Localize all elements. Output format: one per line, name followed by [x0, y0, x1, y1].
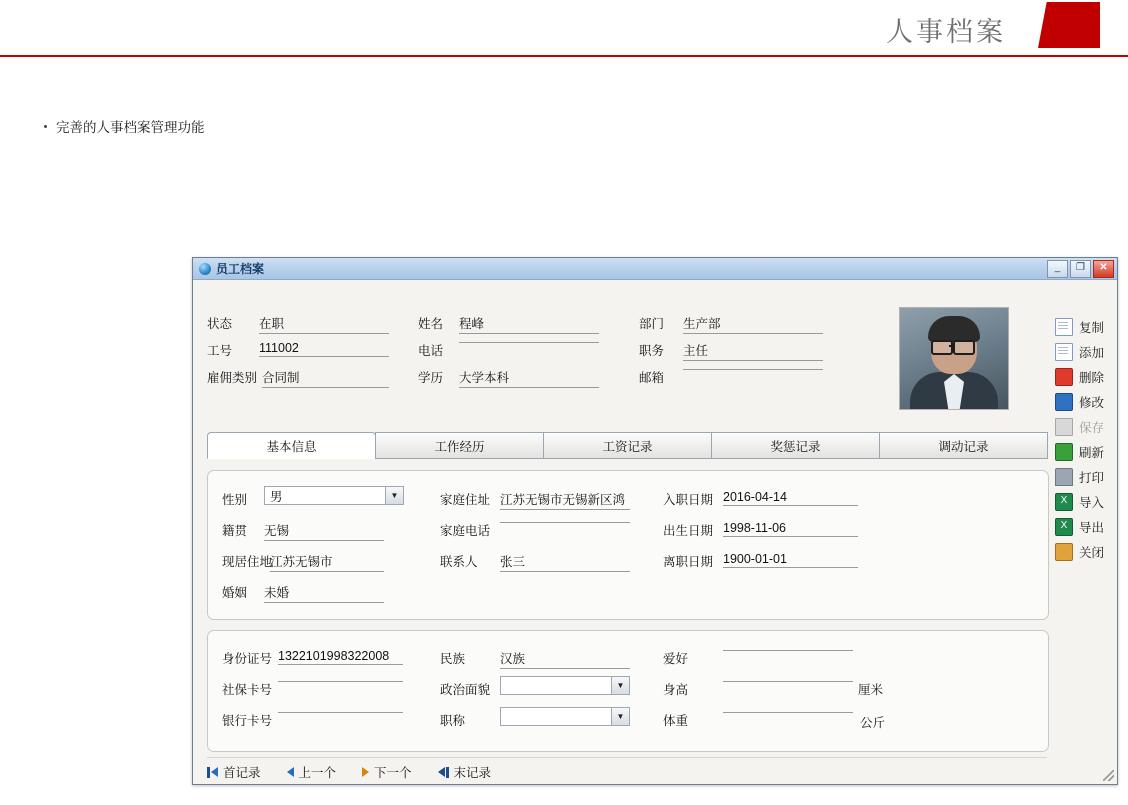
label-birth-date: 出生日期 [663, 524, 714, 538]
import-button[interactable] [1055, 489, 1113, 514]
tab-basic-info[interactable]: 基本信息 [207, 432, 376, 459]
tab-salary-records[interactable]: 工资记录 [543, 432, 712, 459]
export-icon: X [1055, 518, 1073, 536]
header-divider [0, 55, 1128, 57]
bullet-item [44, 116, 205, 136]
add-button[interactable] [1055, 339, 1113, 364]
print-label: 打印 [1079, 470, 1105, 485]
bullet-dot-icon [44, 125, 47, 128]
leave-date-value[interactable]: 1900-01-01 [723, 552, 858, 568]
label-weight: 体重 [663, 714, 689, 728]
height-unit: 厘米 [858, 683, 884, 697]
chevron-down-icon[interactable]: ▼ [385, 487, 403, 504]
chevron-down-icon[interactable]: ▼ [611, 708, 629, 725]
copy-icon [1055, 318, 1073, 336]
field-label-phone: 电话 [418, 344, 444, 358]
field-label-employee-no: 工号 [207, 344, 233, 358]
save-icon [1055, 418, 1073, 436]
field-label-name: 姓名 [418, 317, 444, 331]
current-residence-value[interactable]: 江苏无锡市 [270, 552, 384, 572]
bank-card-value[interactable] [278, 711, 403, 713]
previous-record-button[interactable] [287, 763, 337, 781]
edit-button[interactable] [1055, 389, 1113, 414]
gender-combo[interactable] [264, 486, 404, 505]
save-label: 保存 [1079, 420, 1105, 435]
home-address-value[interactable]: 江苏无锡市无锡新区鸿 [500, 490, 630, 510]
last-record-label: 末记录 [453, 766, 492, 780]
previous-record-label: 上一个 [298, 766, 337, 780]
label-home-address: 家庭住址 [440, 493, 491, 507]
print-icon [1055, 468, 1073, 486]
add-label: 添加 [1079, 345, 1105, 360]
label-hobby: 爱好 [663, 652, 689, 666]
label-social-security-card: 社保卡号 [222, 683, 273, 697]
contact-person-value[interactable]: 张三 [500, 552, 630, 572]
record-navigation-bar [207, 757, 1047, 783]
edit-label: 修改 [1079, 395, 1105, 410]
basic-info-group [207, 470, 1049, 620]
print-button[interactable] [1055, 464, 1113, 489]
refresh-label: 刷新 [1079, 445, 1105, 460]
field-label-status: 状态 [207, 317, 233, 331]
label-job-title: 职称 [440, 714, 466, 728]
decorative-red-flag [1038, 2, 1100, 48]
last-record-icon [438, 767, 449, 778]
refresh-button[interactable] [1055, 439, 1113, 464]
field-value-education[interactable]: 大学本科 [459, 368, 599, 388]
import-icon: X [1055, 493, 1073, 511]
hobby-value[interactable] [723, 649, 853, 651]
marriage-value[interactable]: 未婚 [264, 583, 384, 603]
copy-label: 复制 [1079, 320, 1105, 335]
field-value-employment-type[interactable]: 合同制 [262, 368, 389, 388]
field-value-name[interactable]: 程峰 [459, 314, 599, 334]
next-record-icon [362, 767, 369, 777]
photo-glasses-right [953, 340, 975, 355]
previous-record-icon [287, 767, 294, 777]
job-title-combo[interactable] [500, 707, 630, 726]
window-title: 员工档案 [216, 262, 265, 276]
first-record-icon [207, 767, 218, 778]
label-height: 身高 [663, 683, 689, 697]
label-leave-date: 离职日期 [663, 555, 714, 569]
last-record-button[interactable] [438, 763, 492, 781]
tab-bar [207, 432, 1047, 458]
field-value-phone[interactable] [459, 341, 599, 343]
birth-date-value[interactable]: 1998-11-06 [723, 521, 858, 537]
resize-grip[interactable] [1103, 770, 1114, 781]
close-window-label: 关闭 [1079, 545, 1105, 560]
window-body [193, 280, 1117, 784]
label-political-status: 政治面貌 [440, 683, 491, 697]
field-value-employee-no[interactable]: 111002 [259, 341, 389, 357]
close-button[interactable]: ✕ [1093, 260, 1114, 278]
slide-header [0, 0, 1128, 56]
minimize-button[interactable]: _ [1047, 260, 1068, 278]
photo-glasses-left [931, 340, 953, 355]
tab-reward-punishment[interactable]: 奖惩记录 [711, 432, 880, 459]
id-number-value[interactable]: 1322101998322008 [278, 649, 403, 665]
employee-photo [899, 307, 1009, 410]
tab-transfer-records[interactable]: 调动记录 [879, 432, 1048, 459]
field-value-status[interactable]: 在职 [259, 314, 389, 334]
label-ethnicity: 民族 [440, 652, 466, 666]
window-titlebar[interactable] [193, 258, 1117, 280]
home-phone-value[interactable] [500, 521, 630, 523]
chevron-down-icon[interactable]: ▼ [611, 677, 629, 694]
label-native-place: 籍贯 [222, 524, 248, 538]
refresh-icon [1055, 443, 1073, 461]
field-label-email: 邮箱 [639, 371, 665, 385]
delete-button[interactable] [1055, 364, 1113, 389]
ethnicity-value[interactable]: 汉族 [500, 649, 630, 669]
gender-value: 男 [270, 489, 283, 504]
save-button[interactable] [1055, 414, 1113, 439]
copy-button[interactable] [1055, 314, 1113, 339]
weight-unit: 公斤 [860, 716, 886, 730]
label-gender: 性别 [222, 493, 248, 507]
political-status-combo[interactable] [500, 676, 630, 695]
field-label-employment-type: 雇佣类别 [207, 371, 258, 385]
weight-value[interactable] [723, 711, 853, 713]
action-toolbar [1055, 314, 1113, 564]
import-label: 导入 [1079, 495, 1105, 510]
label-marriage: 婚姻 [222, 586, 248, 600]
label-hire-date: 入职日期 [663, 493, 714, 507]
first-record-label: 首记录 [223, 766, 261, 780]
maximize-button[interactable]: ❐ [1070, 260, 1091, 278]
label-bank-card: 银行卡号 [222, 714, 273, 728]
bullet-text: 完善的人事档案管理功能 [56, 120, 205, 135]
extra-info-group [207, 630, 1049, 752]
export-label: 导出 [1079, 520, 1105, 535]
field-label-education: 学历 [418, 371, 444, 385]
employee-record-window [192, 257, 1118, 785]
export-button[interactable] [1055, 514, 1113, 539]
add-icon [1055, 343, 1073, 361]
social-security-card-value[interactable] [278, 680, 403, 682]
page-title: 人事档案 [886, 17, 1006, 47]
height-value[interactable] [723, 680, 853, 682]
tab-work-experience[interactable]: 工作经历 [375, 432, 544, 459]
label-contact-person: 联系人 [440, 555, 478, 569]
field-label-position: 职务 [639, 344, 665, 358]
label-home-phone: 家庭电话 [440, 524, 491, 538]
label-current-residence: 现居住地 [222, 555, 273, 569]
app-logo-icon [199, 263, 211, 275]
next-record-label: 下一个 [374, 766, 412, 780]
window-controls [1047, 260, 1114, 278]
close-window-icon [1055, 543, 1073, 561]
photo-glasses-bridge [949, 345, 955, 347]
field-value-position[interactable]: 主任 [683, 341, 823, 361]
next-record-button[interactable] [362, 763, 412, 781]
photo-hair [928, 316, 980, 342]
native-place-value[interactable]: 无锡 [264, 521, 384, 541]
label-id-number: 身份证号 [222, 652, 273, 666]
hire-date-value[interactable]: 2016-04-14 [723, 490, 858, 506]
close-window-button[interactable] [1055, 539, 1113, 564]
edit-icon [1055, 393, 1073, 411]
field-value-department[interactable]: 生产部 [683, 314, 823, 334]
field-label-department: 部门 [639, 317, 665, 331]
first-record-button[interactable] [207, 763, 261, 781]
delete-icon [1055, 368, 1073, 386]
field-value-email[interactable] [683, 368, 823, 370]
delete-label: 删除 [1079, 370, 1105, 385]
